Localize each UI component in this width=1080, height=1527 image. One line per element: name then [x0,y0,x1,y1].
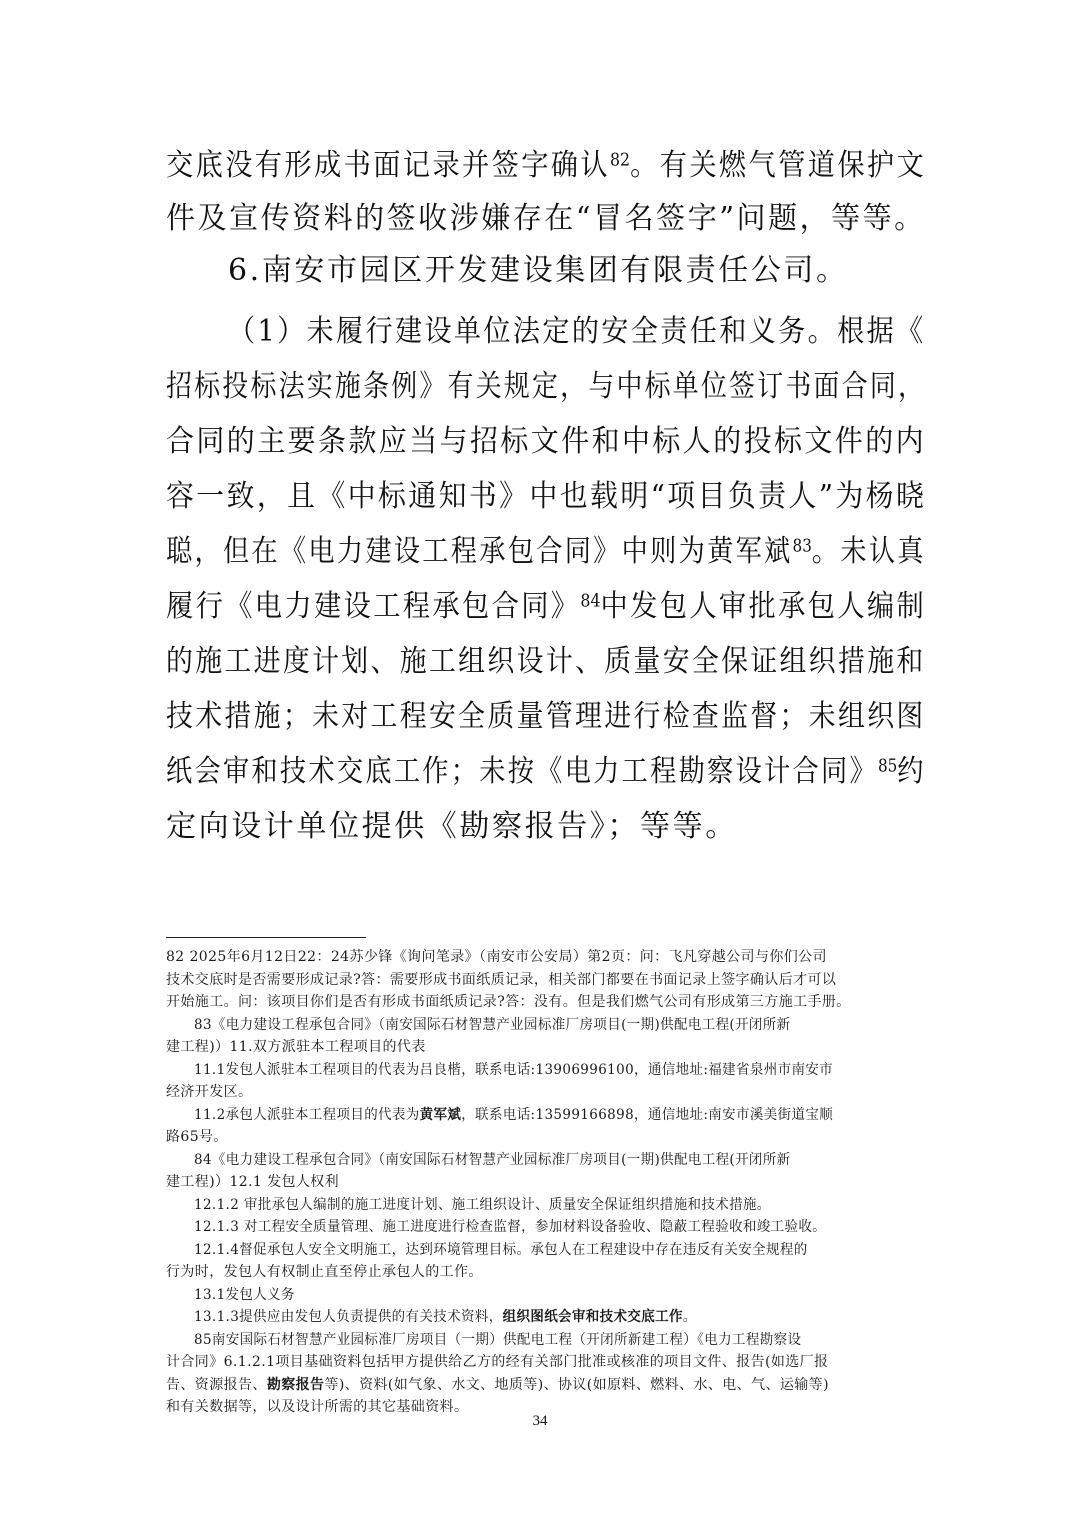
body-line: 定向设计单位提供《勘察报告》；等等。 [166,809,738,844]
body-line: 合同的主要条款应当与招标文件和中标人的投标文件的内 [166,424,926,459]
footnote-line: 建工程)）12.1 发包人权利 [166,1174,340,1190]
footnote-line: 告、资源报告、勘察报告等)、资料(如气象、水文、地质等)、协议(如原料、燃料、水、电、气、运输等) [166,1376,829,1393]
page-number: 34 [532,1413,548,1429]
footnote-82: 82 2025年6月12日22：24苏少锋《询问笔录》（南安市公安局）第2页：问：飞凡穿越公司与你们公司 [166,949,827,965]
footnote-ref-84[interactable]: 84 [580,591,601,612]
footnote-line: 行为时，发包人有权制止直至停止承包人的工作。 [166,1264,483,1280]
body-line: 容一致，且《中标通知书》中也载明“项目负责人”为杨晓 [166,479,927,514]
footnote-83: 83《电力建设工程承包合同》（南安国际石材智慧产业园标准厂房项目(一期)供配电工程(开闭所新 [194,1016,791,1033]
body-line: （1）未履行建设单位法定的安全责任和义务。根据《 [228,314,926,349]
footnote-separator [166,937,366,938]
footnote-line: 13.1.3提供应由发包人负责提供的有关技术资料，组织图纸会审和技术交底工作。 [194,1309,697,1325]
footnote-ref-85[interactable]: 85 [877,756,898,777]
footnote-line: 12.1.4督促承包人安全文明施工，达到环境管理目标。承包人在工程建设中存在违反有关安全规程的 [194,1241,808,1258]
body-line: 的施工进度计划、施工组织设计、质量安全保证组织措施和 [166,644,926,679]
footnote-line: 路65号。 [166,1129,228,1145]
body-line: 履行《电力建设工程承包合同》$^{84}$中发包人审批承包人编制 [166,589,927,624]
body-line: 纸会审和技术交底工作；未按《电力工程勘察设计合同》$^{85}$约 [166,754,926,789]
footnote-line: 建工程)）11.双方派驻本工程项目的代表 [166,1039,426,1055]
footnote-ref-82[interactable]: 82 [610,150,631,171]
footnote-line: 技术交底时是否需要形成记录?答：需要形成书面纸质记录，相关部门都要在书面记录上签字确认后才可以 [166,971,837,988]
footnote-line: 13.1发包人义务 [194,1286,295,1303]
body-line: 技术措施；未对工程安全质量管理进行检查监督；未组织图 [166,699,926,734]
footnote-line: 11.2承包人派驻本工程项目的代表为黄军斌，联系电话:13599166898，通信地址:南安市溪美街道宝顺 [194,1106,834,1123]
body-line: 招标投标法实施条例》有关规定，与中标单位签订书面合同， [166,369,927,404]
body-line: 聪，但在《电力建设工程承包合同》中则为黄军斌$^{83}$。未认真 [166,534,926,569]
footnote-line: 计合同》6.1.2.1项目基础资料包括甲方提供给乙方的经有关部门批准或核准的项目文件、报告(如选厂报 [166,1354,829,1370]
footnote-line: 12.1.2 审批承包人编制的施工进度计划、施工组织设计、质量安全保证组织措施和技术措施。 [194,1196,771,1213]
footnote-85: 85南安国际石材智慧产业园标准厂房项目（一期）供配电工程（开闭所新建工程）《电力工程勘察设 [194,1331,802,1348]
footnote-line: 和有关数据等，以及设计所需的其它基础资料。 [166,1399,469,1415]
body-line: 交底没有形成书面记录并签字确认$^{82}$。有关燃气管道保护文 [166,148,927,183]
footnote-84: 84《电力建设工程承包合同》（南安国际石材智慧产业园标准厂房项目(一期)供配电工程(开闭所新 [194,1151,791,1168]
footnote-line: 开始施工。问：该项目你们是否有形成书面纸质记录?答：没有。但是我们燃气公司有形成第三方施工手册。 [166,994,851,1010]
footnote-ref-83[interactable]: 83 [792,536,812,557]
footnote-line: 11.1发包人派驻本工程项目的代表为吕良楷，联系电话:13906996100，通信地址:福建省泉州市南安市 [194,1061,834,1078]
footnote-line: 12.1.3 对工程安全质量管理、施工进度进行检查监督，参加材料设备验收、隐蔽工程验收和竣工验收。 [194,1219,827,1235]
footnote-line: 经济开发区。 [166,1084,253,1100]
body-line: 件及宣传资料的签收涉嫌存在“冒名签字”问题，等等。 [166,201,926,236]
section-heading: 6.南安市园区开发建设集团有限责任公司。 [228,253,849,288]
